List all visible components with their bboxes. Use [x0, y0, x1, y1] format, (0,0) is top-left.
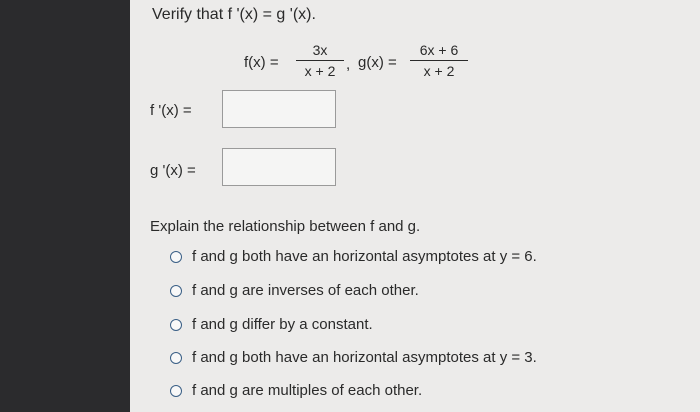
comma: ,: [346, 56, 351, 73]
radio-button[interactable]: [170, 385, 182, 397]
option-label: f and g both have an horizontal asymptotes at y = 3.: [192, 349, 537, 366]
radio-button[interactable]: [170, 319, 182, 331]
option-5[interactable]: [170, 382, 422, 399]
option-label: f and g differ by a constant.: [192, 316, 373, 333]
g-fraction: [410, 42, 468, 79]
radio-button[interactable]: [170, 285, 182, 297]
explain-prompt: Explain the relationship between f and g.: [150, 218, 421, 235]
gprime-label: g '(x) =: [150, 162, 196, 179]
f-denominator: x + 2: [304, 63, 336, 79]
radio-button[interactable]: [170, 251, 182, 263]
f-numerator: 3x: [312, 42, 328, 58]
g-numerator: 6x + 6: [419, 42, 459, 58]
option-label: f and g both have an horizontal asymptotes at y = 6.: [192, 248, 537, 265]
g-label: g(x) =: [358, 54, 397, 71]
f-label: f(x) =: [244, 54, 279, 71]
radio-button[interactable]: [170, 352, 182, 364]
option-2[interactable]: [170, 282, 419, 299]
fraction-bar: [410, 60, 468, 61]
fraction-bar: [296, 60, 344, 61]
fprime-label: f '(x) =: [150, 102, 192, 119]
f-fraction: [296, 42, 344, 79]
question-panel: [130, 0, 700, 412]
option-3[interactable]: [170, 316, 373, 333]
option-4[interactable]: [170, 349, 537, 366]
gprime-answer-input[interactable]: [222, 148, 336, 186]
fprime-answer-input[interactable]: [222, 90, 336, 128]
option-label: f and g are inverses of each other.: [192, 282, 419, 299]
option-label: f and g are multiples of each other.: [192, 382, 423, 399]
question-title: Verify that f '(x) = g '(x).: [152, 6, 316, 23]
g-denominator: x + 2: [423, 63, 455, 79]
option-1[interactable]: [170, 248, 537, 265]
